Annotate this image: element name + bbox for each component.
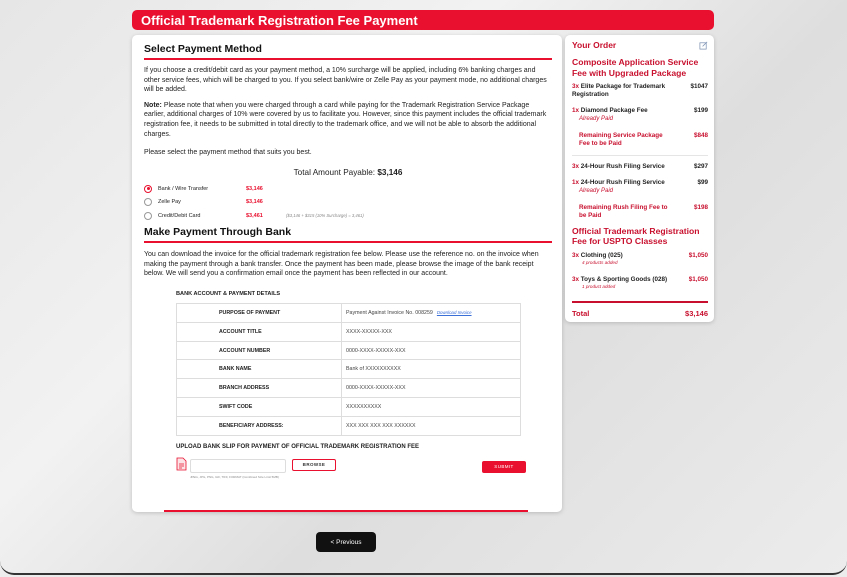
qty: 3x bbox=[572, 251, 580, 259]
line-desc: Toys & Sporting Goods (028) bbox=[580, 275, 668, 283]
select-prompt: Please select the payment method that suits you best. bbox=[144, 149, 312, 157]
line-amount: $199 bbox=[693, 107, 708, 115]
edit-icon[interactable] bbox=[699, 41, 708, 50]
option-surcharge-note: ($3,146 + $315 (10% Surcharge) = 3,461) bbox=[286, 213, 364, 218]
row-value: 0000-XXXX-XXXXX-XXX bbox=[342, 379, 521, 398]
line-desc: Remaining Service Package Fee to be Paid bbox=[579, 132, 663, 147]
bank-details-heading: BANK ACCOUNT & PAYMENT DETAILS bbox=[176, 291, 281, 298]
group-service-fee-title: Composite Application Service Fee with Upgraded Package bbox=[572, 57, 699, 78]
row-key: BENEFICIARY ADDRESS: bbox=[177, 416, 342, 435]
order-line-toys bbox=[572, 276, 708, 291]
row-key: BRANCH ADDRESS bbox=[177, 379, 342, 398]
radio-card[interactable] bbox=[144, 212, 152, 220]
row-value: Bank of XXXXXXXXXX bbox=[342, 360, 521, 379]
row-key: SWIFT CODE bbox=[177, 398, 342, 417]
payment-options bbox=[144, 182, 552, 223]
payment-panel bbox=[132, 35, 562, 512]
option-amount: $3,146 bbox=[246, 199, 263, 205]
note-paragraph bbox=[144, 101, 552, 139]
group-uspto-title: Official Trademark Registration Fee for USPTO Classes bbox=[572, 225, 700, 247]
line-desc: Diamond Package Fee bbox=[580, 107, 648, 115]
table-row bbox=[177, 341, 521, 360]
order-title: Your Order bbox=[572, 40, 617, 50]
option-card[interactable] bbox=[144, 209, 552, 223]
products-count: 1 product added bbox=[582, 284, 616, 290]
line-desc: Elite Package for Trademark Registration bbox=[572, 83, 666, 98]
bank-instructions: You can download the invoice for the official trademark registration fee below. Please use the reference no. on the invoice when making the payment through a bank transfer. Once the payment has been made, please browse the image of the bank receipt below. We will send you a confirmation email once the payment has been reflected in our account. bbox=[144, 251, 539, 278]
paid-note: Already Paid bbox=[579, 187, 614, 194]
line-desc: Remaining Rush Filing Fee to be Paid bbox=[579, 204, 668, 219]
option-label: Zelle Pay bbox=[158, 199, 181, 205]
line-desc: 24-Hour Rush Filing Service bbox=[580, 179, 665, 187]
row-key: ACCOUNT NUMBER bbox=[177, 341, 342, 360]
line-amount: $1,050 bbox=[688, 275, 708, 283]
qty: 3x bbox=[572, 275, 580, 283]
submit-button[interactable]: SUBMIT bbox=[482, 461, 526, 473]
option-bank-wire[interactable] bbox=[144, 182, 552, 196]
order-line-remaining-rush bbox=[572, 204, 708, 219]
order-line-clothing bbox=[572, 252, 708, 267]
line-desc: Clothing (025) bbox=[580, 251, 623, 259]
option-label: Credit/Debit Card bbox=[158, 212, 201, 219]
bank-details-table bbox=[176, 303, 521, 436]
file-format-hint: JPEG, JPG, PNG, GIF, TIFF, FORMAT (Combined Size Limit 5MB) bbox=[190, 474, 279, 479]
download-invoice-link[interactable]: Download Invoice bbox=[436, 309, 472, 315]
total-payable-label: Total Amount Payable: bbox=[293, 167, 376, 177]
row-value bbox=[342, 304, 521, 323]
line-amount: $1047 bbox=[690, 83, 708, 90]
table-row bbox=[177, 304, 521, 323]
order-summary bbox=[565, 35, 714, 322]
upload-row bbox=[144, 454, 552, 484]
total-payable-value: $3,146 bbox=[377, 167, 403, 177]
order-line-rush-1x bbox=[572, 179, 708, 195]
option-zelle[interactable] bbox=[144, 195, 552, 209]
line-amount: $848 bbox=[693, 132, 708, 140]
option-amount: $3,461 bbox=[246, 212, 263, 219]
invoice-purpose: Payment Against Invoice No. 008259 bbox=[346, 309, 433, 316]
order-total bbox=[572, 301, 708, 318]
order-line-rush-3x bbox=[572, 163, 708, 171]
row-key: ACCOUNT TITLE bbox=[177, 322, 342, 341]
note-label: Note: bbox=[144, 101, 162, 109]
order-total-value: $3,146 bbox=[685, 308, 708, 318]
order-line-remaining-package bbox=[572, 132, 708, 147]
upload-heading: UPLOAD BANK SLIP FOR PAYMENT OF OFFICIAL TRADEMARK REGISTRATION FEE bbox=[176, 443, 420, 450]
qty: 3x bbox=[572, 162, 580, 170]
products-count: 4 products added bbox=[582, 260, 618, 266]
bank-payment-title: Make Payment Through Bank bbox=[144, 226, 552, 243]
file-name-field[interactable] bbox=[190, 459, 286, 473]
row-value: XXX XXX XXX XXX XXXXXX bbox=[342, 416, 521, 435]
paid-note: Already Paid bbox=[579, 115, 614, 122]
table-row bbox=[177, 322, 521, 341]
line-desc: 24-Hour Rush Filing Service bbox=[580, 162, 665, 170]
table-row bbox=[177, 416, 521, 435]
table-row bbox=[177, 360, 521, 379]
order-total-label: Total bbox=[572, 308, 590, 318]
order-line-diamond bbox=[572, 107, 708, 123]
radio-zelle[interactable] bbox=[144, 198, 152, 206]
row-value: XXXXXXXXXX bbox=[342, 398, 521, 417]
line-amount: $297 bbox=[693, 162, 708, 170]
order-line-elite bbox=[572, 83, 708, 98]
table-row bbox=[177, 398, 521, 417]
table-row bbox=[177, 379, 521, 398]
previous-button[interactable]: < Previous bbox=[316, 532, 376, 552]
divider bbox=[572, 155, 708, 156]
row-value: XXXX-XXXXX-XXX bbox=[342, 322, 521, 341]
note-text: Please note that when you were charged through a card while paying for the Trademark Registration Service Package earlier, additional charges of 10% were covered by us to facilitate you. However, since this payment includes the official trademark registration fee, it needs to be submitted in total directly to the trademark office, and we will not be able to absorb the additional charges. bbox=[144, 101, 547, 138]
line-amount: $99 bbox=[697, 179, 708, 187]
row-key: PURPOSE OF PAYMENT bbox=[177, 304, 342, 323]
row-key: BANK NAME bbox=[177, 360, 342, 379]
qty: 1x bbox=[572, 107, 580, 115]
payment-method-title: Select Payment Method bbox=[144, 43, 552, 60]
option-amount: $3,146 bbox=[246, 185, 263, 192]
row-value: 0000-XXXX-XXXXX-XXX bbox=[342, 341, 521, 360]
browse-button[interactable]: BROWSE bbox=[292, 459, 336, 471]
qty: 3x bbox=[572, 83, 580, 90]
radio-bank-wire[interactable] bbox=[144, 185, 152, 193]
surcharge-info: If you choose a credit/debit card as your payment method, a 10% surcharge will be applied, including 6% banking charges and other service fees, which will be charged to you. If you select bank/wire or Zelle Pay as your payment mode, no additional charges will be added. bbox=[144, 67, 547, 94]
option-label: Bank / Wire Transfer bbox=[158, 185, 209, 192]
line-amount: $1,050 bbox=[688, 251, 708, 259]
qty: 1x bbox=[572, 179, 580, 187]
file-upload-icon bbox=[176, 457, 187, 471]
page-title: Official Trademark Registration Fee Payment bbox=[132, 10, 714, 30]
total-payable bbox=[144, 168, 552, 177]
line-amount: $198 bbox=[693, 204, 708, 212]
divider bbox=[164, 510, 528, 512]
